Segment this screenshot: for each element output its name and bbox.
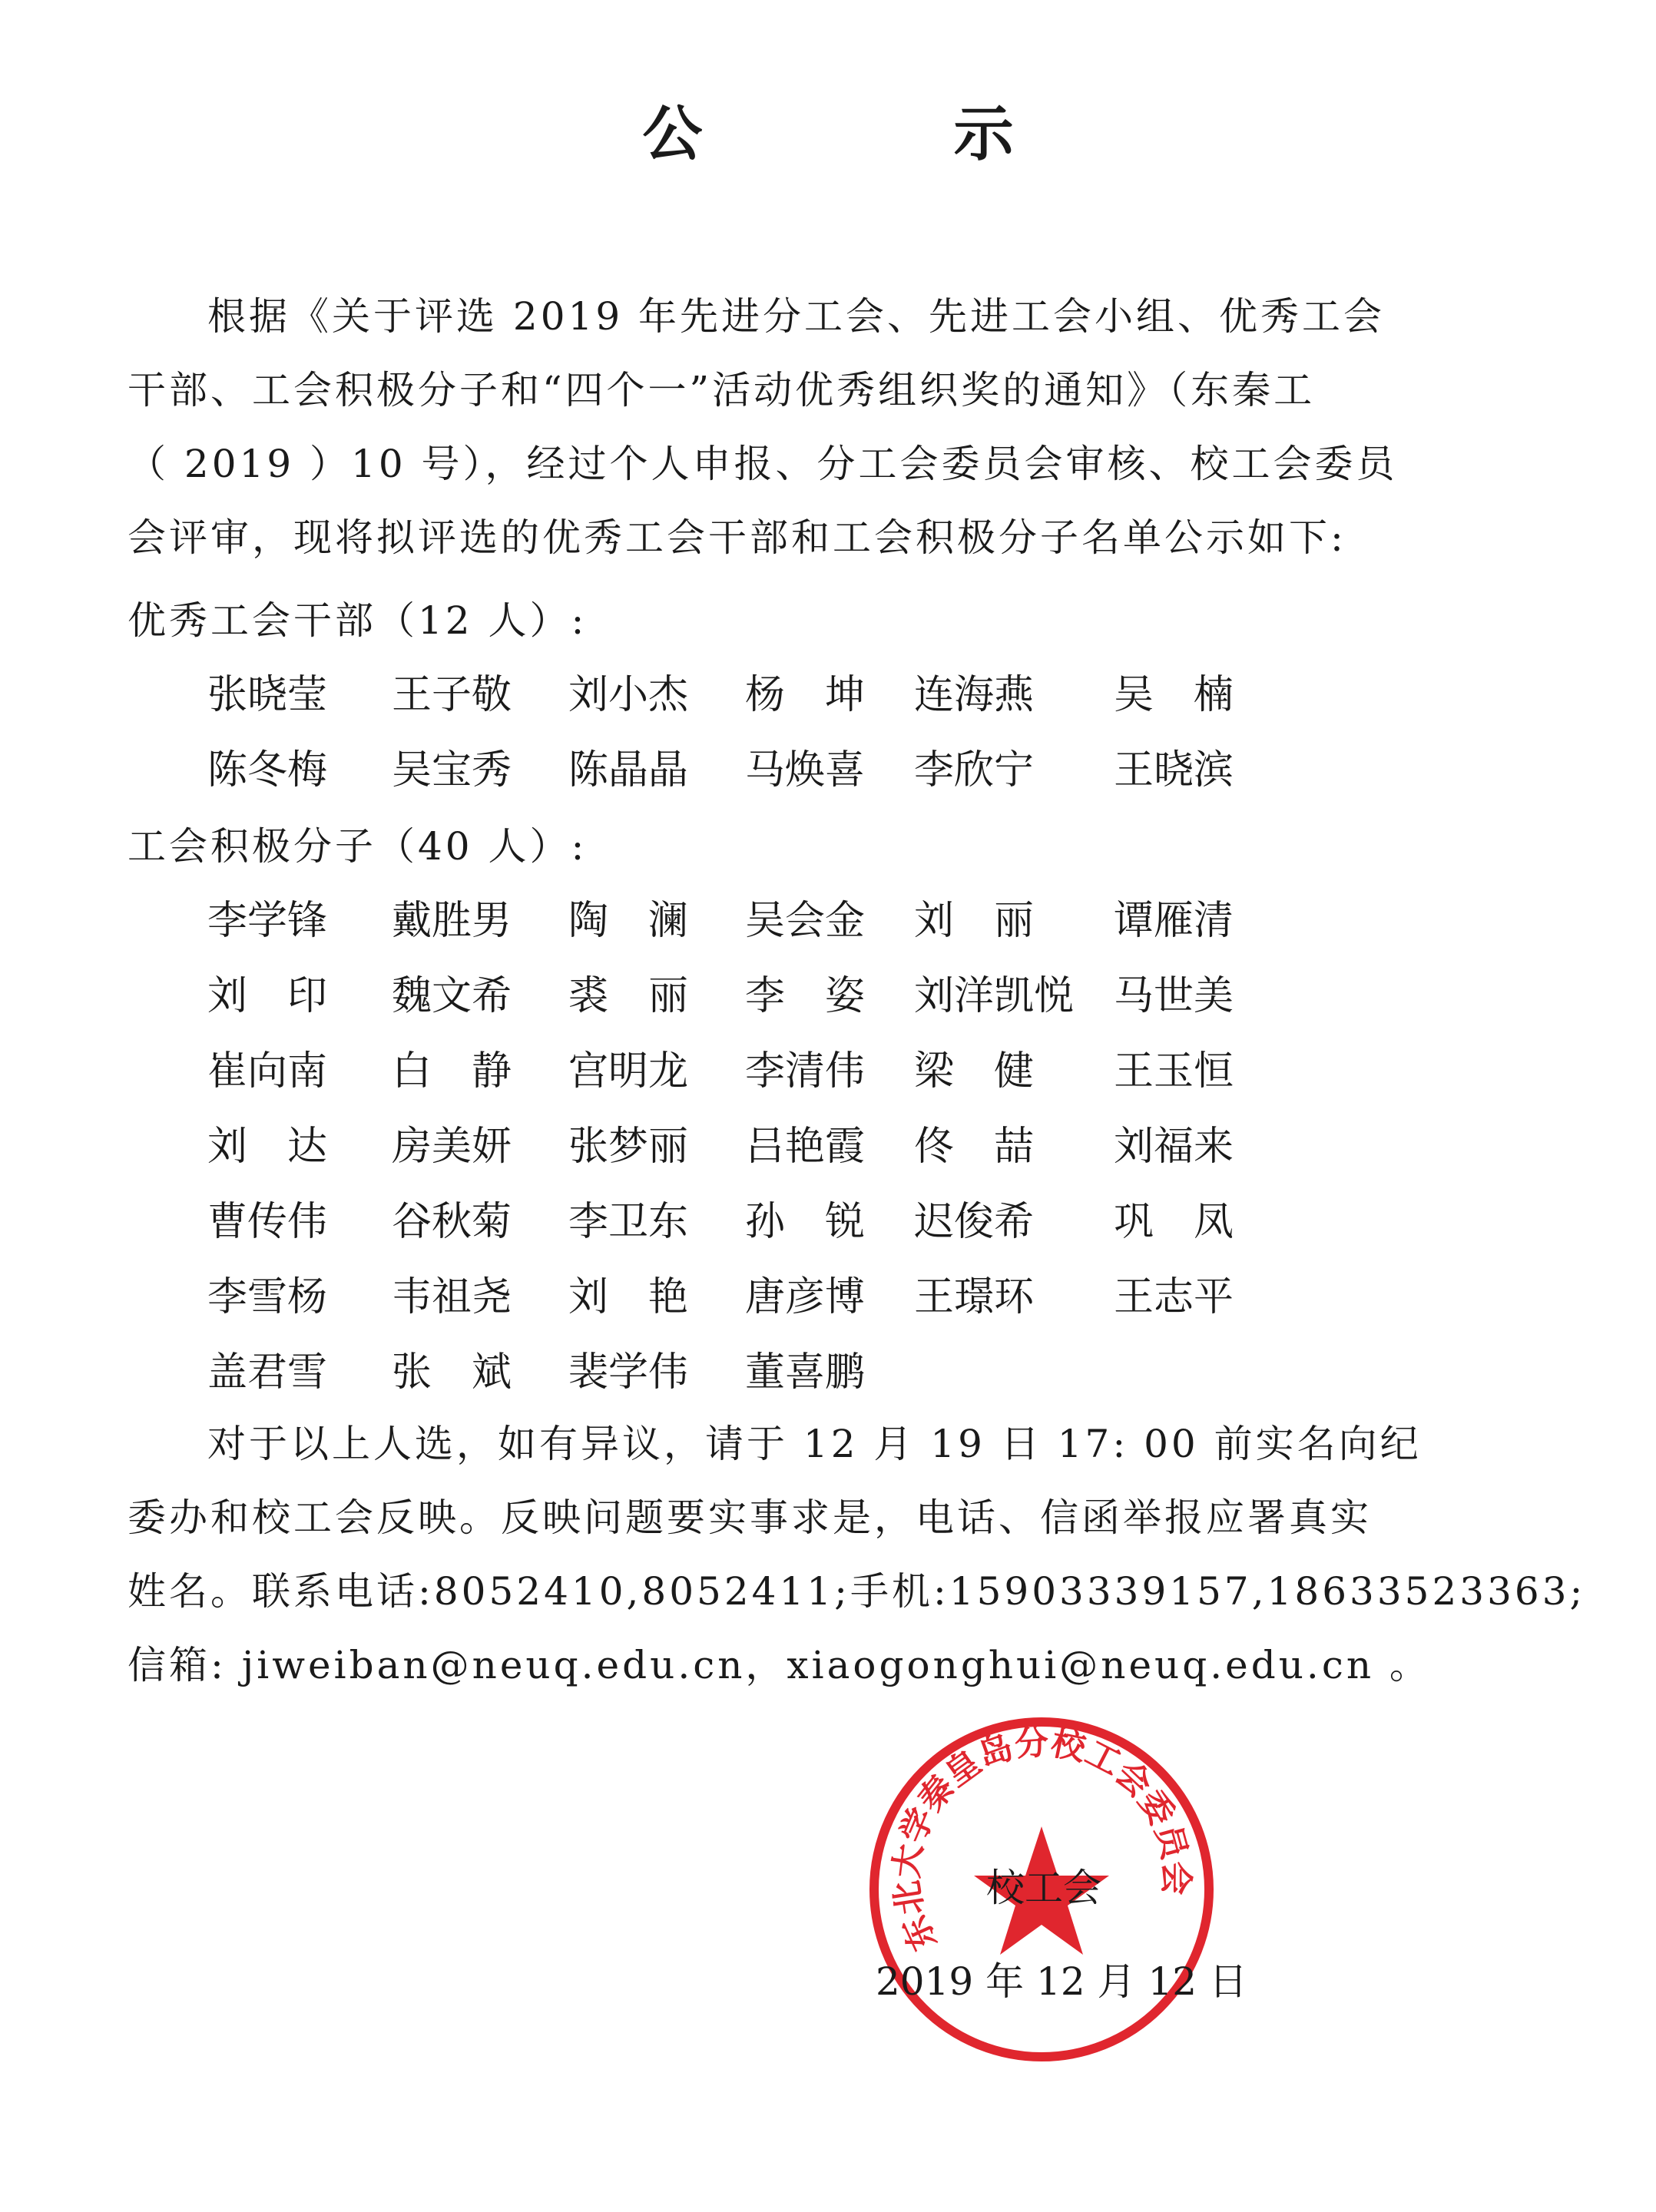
person-name: 刘 丽 bbox=[914, 898, 1035, 944]
person-name: 王晓滨 bbox=[1114, 747, 1234, 793]
closing-line: 信箱: jiweiban@neuq.edu.cn，xiaogonghui@neuq.edu.cn 。 bbox=[128, 1643, 1431, 1687]
signature-date: 2019 年 12 月 12 日 bbox=[876, 1959, 1247, 2004]
person-name: 崔向南 bbox=[207, 1048, 328, 1094]
person-name: 孙 锐 bbox=[745, 1199, 866, 1245]
person-name: 宫明龙 bbox=[568, 1048, 689, 1094]
person-name: 白 静 bbox=[392, 1048, 512, 1094]
closing-line: 姓名。联系电话:8052410,8052411;手机:15903339157,18633523363; bbox=[128, 1569, 1586, 1614]
person-name: 连海燕 bbox=[914, 672, 1035, 718]
person-name: 戴胜男 bbox=[392, 898, 512, 944]
person-name: 裘 丽 bbox=[568, 973, 689, 1019]
seal-text: 东北大学秦皇岛分校工会委员会 bbox=[886, 1723, 1196, 1957]
person-name: 房美妍 bbox=[392, 1124, 512, 1170]
person-name: 吴会金 bbox=[745, 898, 866, 944]
person-name: 李清伟 bbox=[745, 1048, 866, 1094]
person-name: 张晓莹 bbox=[207, 672, 328, 718]
person-name: 吴宝秀 bbox=[392, 747, 512, 793]
closing-line: 委办和校工会反映。反映问题要实事求是，电话、信函举报应署真实 bbox=[128, 1495, 1372, 1540]
person-name: 李卫东 bbox=[568, 1199, 689, 1245]
person-name: 韦祖尧 bbox=[392, 1274, 512, 1320]
person-name: 陈冬梅 bbox=[207, 747, 328, 793]
person-name: 张 斌 bbox=[392, 1349, 512, 1396]
closing-paragraph bbox=[128, 1407, 1586, 1702]
person-name: 刘洋凯悦 bbox=[914, 973, 1075, 1019]
person-name: 佟 喆 bbox=[914, 1124, 1035, 1170]
person-name: 吕艳霞 bbox=[745, 1124, 866, 1170]
person-name: 王志平 bbox=[1114, 1274, 1234, 1320]
person-name: 刘 达 bbox=[207, 1124, 328, 1170]
person-name: 陈晶晶 bbox=[568, 747, 689, 793]
person-name: 裴学伟 bbox=[568, 1349, 689, 1396]
intro-paragraph bbox=[128, 280, 1433, 575]
person-name: 马世美 bbox=[1114, 973, 1234, 1019]
person-name: 李欣宁 bbox=[914, 747, 1035, 793]
person-name: 魏文希 bbox=[392, 973, 512, 1019]
person-name: 李学锋 bbox=[207, 898, 328, 944]
person-name: 陶 澜 bbox=[568, 898, 689, 944]
person-name: 迟俊希 bbox=[914, 1199, 1035, 1245]
cadres-heading: 优秀工会干部（12 人）: bbox=[128, 598, 588, 643]
person-name: 王璟环 bbox=[914, 1274, 1035, 1320]
person-name: 刘 艳 bbox=[568, 1274, 689, 1320]
person-name: 谷秋菊 bbox=[392, 1199, 512, 1245]
person-name: 巩 凤 bbox=[1114, 1199, 1234, 1245]
activists-heading: 工会积极分子（40 人）: bbox=[128, 824, 588, 869]
signature-organization: 校工会 bbox=[986, 1866, 1101, 1910]
person-name: 李雪杨 bbox=[207, 1274, 328, 1320]
person-name: 杨 坤 bbox=[745, 672, 866, 718]
person-name: 刘 印 bbox=[207, 973, 328, 1019]
person-name: 谭雁清 bbox=[1114, 898, 1234, 944]
person-name: 吴 楠 bbox=[1114, 672, 1234, 718]
closing-line: 对于以上人选，如有异议，请于 12 月 19 日 17: 00 前实名向纪 bbox=[207, 1422, 1422, 1466]
intro-line: 会评审，现将拟评选的优秀工会干部和工会积极分子名单公示如下: bbox=[128, 515, 1346, 560]
person-name: 刘小杰 bbox=[568, 672, 689, 718]
person-name: 董喜鹏 bbox=[745, 1349, 866, 1396]
person-name: 李 姿 bbox=[745, 973, 866, 1019]
person-name: 曹传伟 bbox=[207, 1199, 328, 1245]
intro-line: 干部、工会积极分子和“四个一”活动优秀组织奖的通知》（东秦工 bbox=[128, 368, 1316, 412]
person-name: 马焕喜 bbox=[745, 747, 866, 793]
person-name: 梁 健 bbox=[914, 1048, 1035, 1094]
person-name: 唐彦博 bbox=[745, 1274, 866, 1320]
intro-line: （ 2019 ）10 号），经过个人申报、分工会委员会审核、校工会委员 bbox=[128, 442, 1398, 486]
person-name: 王玉恒 bbox=[1114, 1048, 1234, 1094]
intro-line: 根据《关于评选 2019 年先进分工会、先进工会小组、优秀工会 bbox=[207, 294, 1386, 339]
person-name: 盖君雪 bbox=[207, 1349, 328, 1396]
person-name: 刘福来 bbox=[1114, 1124, 1234, 1170]
person-name: 张梦丽 bbox=[568, 1124, 689, 1170]
person-name: 王子敬 bbox=[392, 672, 512, 718]
page-title: 公 示 bbox=[642, 100, 1129, 169]
